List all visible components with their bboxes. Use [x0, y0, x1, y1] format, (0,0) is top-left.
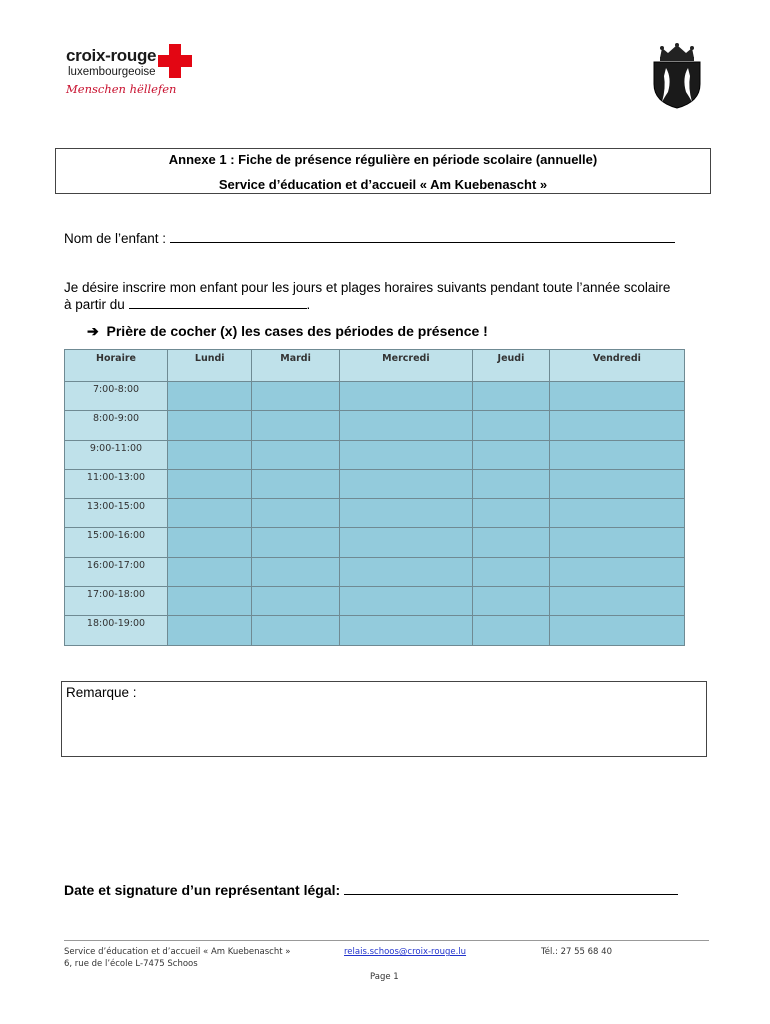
attendance-checkbox-cell[interactable] — [252, 440, 339, 469]
title-box — [55, 148, 711, 194]
signature-field[interactable] — [344, 882, 678, 895]
attendance-checkbox-cell[interactable] — [549, 499, 684, 528]
document-title: Annexe 1 : Fiche de présence régulière en période scolaire (annuelle) — [168, 152, 598, 167]
footer-phone: Tél.: 27 55 68 40 — [541, 947, 612, 957]
attendance-checkbox-cell[interactable] — [473, 440, 550, 469]
header-lundi: Lundi — [168, 350, 252, 382]
table-row — [65, 469, 685, 498]
signature-label: Date et signature d’un représentant légal: — [64, 882, 345, 898]
attendance-checkbox-cell[interactable] — [252, 499, 339, 528]
attendance-checkbox-cell[interactable] — [549, 528, 684, 557]
logo-word: croix-rouge — [66, 46, 157, 65]
attendance-checkbox-cell[interactable] — [473, 411, 550, 440]
attendance-checkbox-cell[interactable] — [168, 499, 252, 528]
red-cross-icon — [158, 44, 192, 78]
attendance-checkbox-cell[interactable] — [549, 382, 684, 411]
attendance-checkbox-cell[interactable] — [339, 411, 472, 440]
footer-email-link[interactable]: relais.schoos@croix-rouge.lu — [344, 947, 467, 957]
service-title: Service d’éducation et d’accueil « Am Kuebenascht » — [218, 177, 548, 192]
table-row — [65, 499, 685, 528]
time-slot-label: 16:00-17:00 — [65, 557, 168, 586]
start-date-field[interactable] — [129, 296, 307, 309]
intro-period: . — [306, 297, 311, 312]
time-slot-label: 17:00-18:00 — [65, 587, 168, 616]
time-slot-label: 9:00-11:00 — [65, 440, 168, 469]
coat-of-arms-icon — [648, 42, 706, 110]
header-mercredi: Mercredi — [339, 350, 472, 382]
header-jeudi: Jeudi — [473, 350, 550, 382]
schedule-table — [64, 349, 685, 646]
attendance-checkbox-cell[interactable] — [252, 587, 339, 616]
attendance-checkbox-cell[interactable] — [549, 469, 684, 498]
attendance-checkbox-cell[interactable] — [168, 616, 252, 645]
attendance-checkbox-cell[interactable] — [252, 469, 339, 498]
signature-row — [64, 882, 678, 898]
child-name-label: Nom de l’enfant : — [64, 231, 170, 246]
instruction — [87, 323, 488, 340]
attendance-checkbox-cell[interactable] — [168, 411, 252, 440]
attendance-checkbox-cell[interactable] — [473, 557, 550, 586]
attendance-checkbox-cell[interactable] — [168, 528, 252, 557]
time-slot-label: 8:00-9:00 — [65, 411, 168, 440]
attendance-checkbox-cell[interactable] — [339, 382, 472, 411]
attendance-checkbox-cell[interactable] — [339, 616, 472, 645]
attendance-checkbox-cell[interactable] — [339, 440, 472, 469]
attendance-checkbox-cell[interactable] — [252, 557, 339, 586]
time-slot-label: 18:00-19:00 — [65, 616, 168, 645]
remark-box[interactable] — [61, 681, 707, 757]
child-name-row — [64, 230, 675, 246]
table-row — [65, 411, 685, 440]
attendance-checkbox-cell[interactable] — [252, 528, 339, 557]
attendance-checkbox-cell[interactable] — [168, 440, 252, 469]
attendance-checkbox-cell[interactable] — [339, 587, 472, 616]
attendance-checkbox-cell[interactable] — [252, 616, 339, 645]
intro-line-2 — [64, 296, 310, 312]
attendance-checkbox-cell[interactable] — [473, 499, 550, 528]
arrow-icon: ➔ — [87, 323, 99, 339]
header-vendredi: Vendredi — [549, 350, 684, 382]
attendance-checkbox-cell[interactable] — [473, 587, 550, 616]
attendance-checkbox-cell[interactable] — [339, 557, 472, 586]
instruction-text: Prière de cocher (x) les cases des périodes de présence ! — [106, 323, 488, 339]
footer-address: 6, rue de l’école L-7475 Schoos — [64, 959, 198, 969]
schedule-header-row — [65, 350, 685, 382]
attendance-checkbox-cell[interactable] — [473, 382, 550, 411]
attendance-checkbox-cell[interactable] — [168, 587, 252, 616]
time-slot-label: 11:00-13:00 — [65, 469, 168, 498]
intro-line-1: Je désire inscrire mon enfant pour les jours et plages horaires suivants pendant toute l’année scolaire — [64, 280, 671, 295]
table-row — [65, 382, 685, 411]
attendance-checkbox-cell[interactable] — [473, 469, 550, 498]
table-row — [65, 557, 685, 586]
attendance-checkbox-cell[interactable] — [339, 469, 472, 498]
attendance-checkbox-cell[interactable] — [168, 469, 252, 498]
page-number: Page 1 — [370, 972, 399, 982]
croix-rouge-logo — [66, 42, 196, 104]
logo-subtitle: luxembourgeoise — [68, 66, 156, 78]
table-row — [65, 587, 685, 616]
table-row — [65, 616, 685, 645]
remark-label: Remarque : — [66, 685, 137, 700]
attendance-checkbox-cell[interactable] — [549, 616, 684, 645]
attendance-checkbox-cell[interactable] — [339, 528, 472, 557]
header-horaire: Horaire — [65, 350, 168, 382]
child-name-field[interactable] — [170, 230, 675, 243]
footer-service: Service d’éducation et d’accueil « Am Kuebenascht » — [64, 947, 291, 957]
attendance-checkbox-cell[interactable] — [252, 411, 339, 440]
header-mardi: Mardi — [252, 350, 339, 382]
table-row — [65, 528, 685, 557]
start-date-label: à partir du — [64, 297, 129, 312]
attendance-checkbox-cell[interactable] — [549, 411, 684, 440]
attendance-checkbox-cell[interactable] — [168, 382, 252, 411]
time-slot-label: 7:00-8:00 — [65, 382, 168, 411]
table-row — [65, 440, 685, 469]
attendance-checkbox-cell[interactable] — [549, 557, 684, 586]
attendance-checkbox-cell[interactable] — [549, 587, 684, 616]
attendance-checkbox-cell[interactable] — [473, 528, 550, 557]
attendance-checkbox-cell[interactable] — [168, 557, 252, 586]
attendance-checkbox-cell[interactable] — [339, 499, 472, 528]
time-slot-label: 13:00-15:00 — [65, 499, 168, 528]
footer-divider — [64, 940, 709, 941]
logo-slogan: Menschen hëllefen — [66, 82, 177, 96]
time-slot-label: 15:00-16:00 — [65, 528, 168, 557]
attendance-checkbox-cell[interactable] — [252, 382, 339, 411]
attendance-checkbox-cell[interactable] — [549, 440, 684, 469]
attendance-checkbox-cell[interactable] — [473, 616, 550, 645]
